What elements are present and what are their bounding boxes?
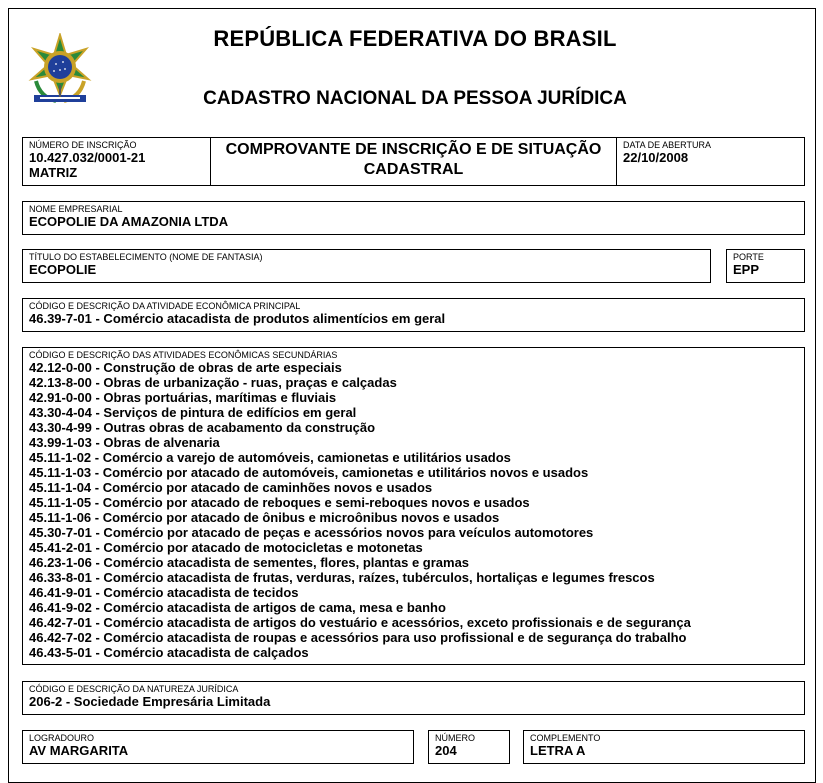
- nome-empresarial-box: [22, 201, 805, 235]
- comprovante-title-line1: COMPROVANTE DE INSCRIÇÃO E DE SITUAÇÃO: [225, 141, 602, 158]
- natureza-juridica-box: [22, 681, 805, 715]
- porte-value: EPP: [733, 262, 760, 277]
- atividades-secundarias-box: [22, 347, 805, 665]
- list-item: 46.42-7-02 - Comércio atacadista de roupas e acessórios para uso profissional e de segurança do trabalho: [29, 630, 687, 645]
- atividades-secundarias-list: [29, 360, 798, 660]
- comprovante-title-line2: CADASTRAL: [363, 161, 464, 178]
- natureza-juridica-value: 206-2 - Sociedade Empresária Limitada: [29, 694, 271, 709]
- list-item: 45.11-1-05 - Comércio por atacado de reboques e semi-reboques novos e usados: [29, 495, 530, 510]
- porte-box: [726, 249, 805, 283]
- inscricao-number: 10.427.032/0001-21: [29, 150, 146, 165]
- atividades-secundarias-label: CÓDIGO E DESCRIÇÃO DAS ATIVIDADES ECONÔMICAS SECUNDÁRIAS: [29, 350, 338, 360]
- comprovante-box: [210, 137, 617, 186]
- logradouro-value: AV MARGARITA: [29, 743, 129, 758]
- list-item: 43.30-4-99 - Outras obras de acabamento da construção: [29, 420, 376, 435]
- nome-empresarial-value: ECOPOLIE DA AMAZONIA LTDA: [29, 214, 229, 229]
- list-item: 46.41-9-02 - Comércio atacadista de artigos de cama, mesa e banho: [29, 600, 446, 615]
- numero-value: 204: [435, 743, 457, 758]
- list-item: 45.11-1-03 - Comércio por atacado de automóveis, camionetas e utilitários novos e usados: [29, 465, 589, 480]
- atividade-principal-box: [22, 298, 805, 332]
- inscricao-label: NÚMERO DE INSCRIÇÃO: [29, 140, 137, 150]
- logradouro-box: [22, 730, 414, 764]
- list-item: 42.13-8-00 - Obras de urbanização - ruas, praças e calçadas: [29, 375, 397, 390]
- logradouro-label: LOGRADOURO: [29, 733, 95, 743]
- inscricao-box: [22, 137, 211, 186]
- atividade-principal-value: 46.39-7-01 - Comércio atacadista de produtos alimentícios em geral: [29, 311, 446, 326]
- atividade-principal-label: CÓDIGO E DESCRIÇÃO DA ATIVIDADE ECONÔMICA PRINCIPAL: [29, 301, 301, 311]
- list-item: 42.91-0-00 - Obras portuárias, marítimas e fluviais: [29, 390, 337, 405]
- list-item: 45.11-1-04 - Comércio por atacado de caminhões novos e usados: [29, 480, 433, 495]
- complemento-box: [523, 730, 805, 764]
- abertura-box: [616, 137, 805, 186]
- fantasia-box: [22, 249, 711, 283]
- complemento-label: COMPLEMENTO: [530, 733, 601, 743]
- list-item: 45.11-1-06 - Comércio por atacado de ônibus e microônibus novos e usados: [29, 510, 500, 525]
- complemento-value: LETRA A: [530, 743, 586, 758]
- natureza-juridica-label: CÓDIGO E DESCRIÇÃO DA NATUREZA JURÍDICA: [29, 684, 239, 694]
- abertura-label: DATA DE ABERTURA: [623, 140, 712, 150]
- fantasia-value: ECOPOLIE: [29, 262, 97, 277]
- fantasia-label: TÍTULO DO ESTABELECIMENTO (NOME DE FANTASIA): [29, 252, 263, 262]
- list-item: 46.43-5-01 - Comércio atacadista de calçados: [29, 645, 309, 660]
- list-item: 45.30-7-01 - Comércio por atacado de peças e acessórios novos para veículos automotores: [29, 525, 594, 540]
- list-item: 46.23-1-06 - Comércio atacadista de sementes, flores, plantas e gramas: [29, 555, 470, 570]
- numero-box: [428, 730, 510, 764]
- numero-label: NÚMERO: [435, 733, 475, 743]
- page-subtitle: CADASTRO NACIONAL DA PESSOA JURÍDICA: [203, 88, 627, 109]
- page-title: REPÚBLICA FEDERATIVA DO BRASIL: [213, 26, 617, 51]
- list-item: 46.42-7-01 - Comércio atacadista de artigos do vestuário e acessórios, exceto profissionais e de segurança: [29, 615, 691, 630]
- nome-empresarial-label: NOME EMPRESARIAL: [29, 204, 123, 214]
- list-item: 46.33-8-01 - Comércio atacadista de frutas, verduras, raízes, tubérculos, hortaliças e legumes frescos: [29, 570, 655, 585]
- brazil-coat-of-arms-icon: [26, 33, 94, 107]
- list-item: 43.30-4-04 - Serviços de pintura de edifícios em geral: [29, 405, 357, 420]
- inscricao-type: MATRIZ: [29, 165, 78, 180]
- porte-label: PORTE: [733, 252, 764, 262]
- list-item: 43.99-1-03 - Obras de alvenaria: [29, 435, 220, 450]
- abertura-date: 22/10/2008: [623, 150, 689, 165]
- list-item: 42.12-0-00 - Construção de obras de arte especiais: [29, 360, 342, 375]
- list-item: 45.11-1-02 - Comércio a varejo de automóveis, camionetas e utilitários usados: [29, 450, 511, 465]
- list-item: 45.41-2-01 - Comércio por atacado de motocicletas e motonetas: [29, 540, 423, 555]
- list-item: 46.41-9-01 - Comércio atacadista de tecidos: [29, 585, 299, 600]
